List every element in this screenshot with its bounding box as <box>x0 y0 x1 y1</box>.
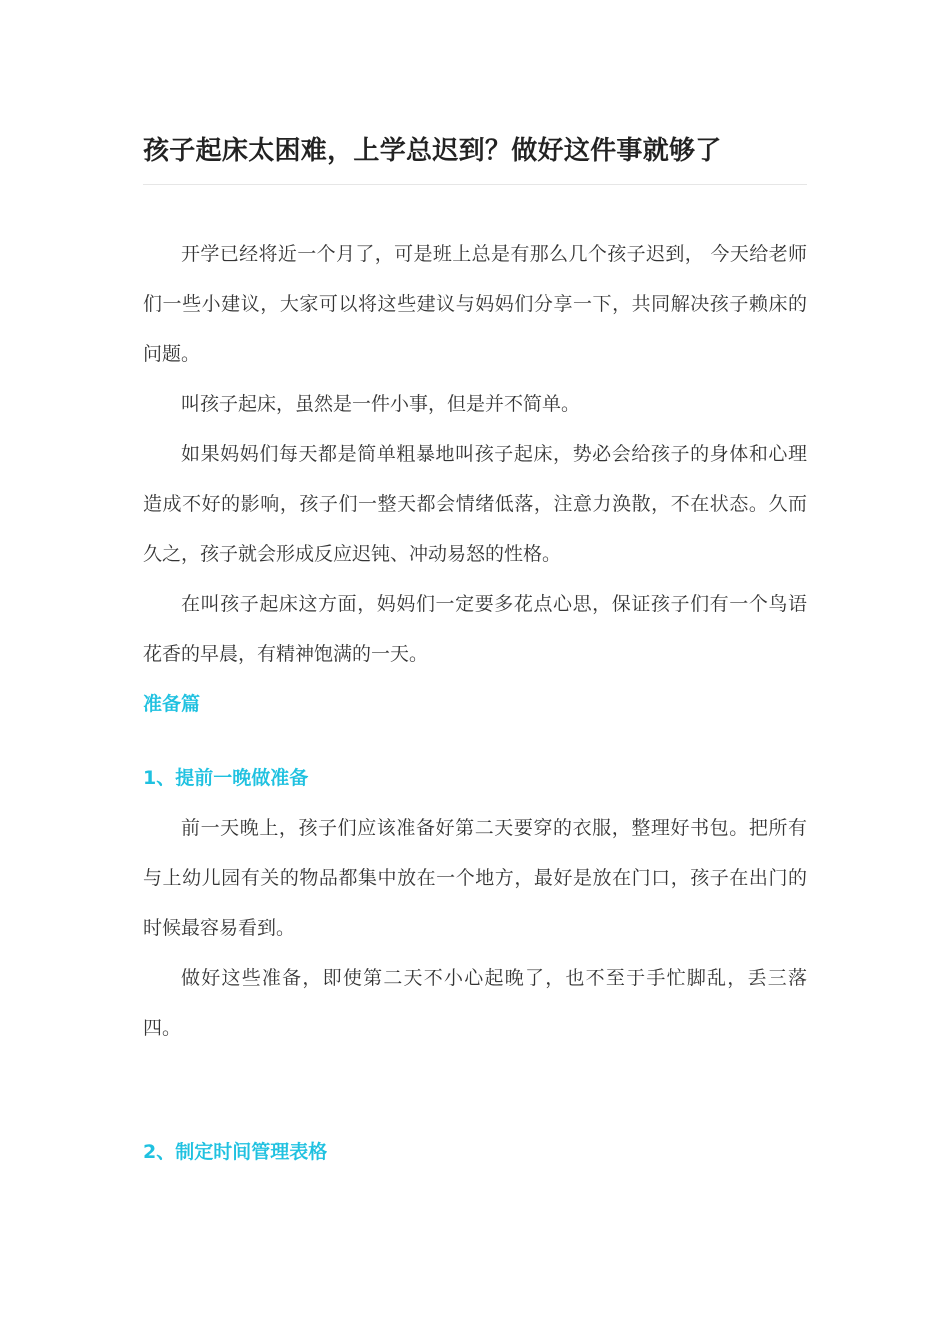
paragraph-effects: 如果妈妈们每天都是简单粗暴地叫孩子起床，势必会给孩子的身体和心理造成不好的影响，孩子们一整天都会情绪低落，注意力涣散，不在状态。久而久之，孩子就会形成反应迟钝、冲动易怒的性格。 <box>143 443 807 565</box>
section-title-preparation: 准备篇 <box>143 693 201 715</box>
item-1-paragraph-1: 前一天晚上，孩子们应该准备好第二天要穿的衣服，整理好书包。把所有与上幼儿园有关的物品都集中放在一个地方，最好是放在门口，孩子在出门的时候最容易看到。 <box>143 817 807 939</box>
spacer <box>143 1053 807 1127</box>
title-divider <box>143 184 807 185</box>
item-heading-1: 1、提前一晚做准备 <box>143 767 309 789</box>
spacer <box>143 729 807 753</box>
article-body <box>143 229 807 1177</box>
paragraph-advice: 在叫孩子起床这方面，妈妈们一定要多花点心思，保证孩子们有一个鸟语花香的早晨，有精神饱满的一天。 <box>143 593 807 665</box>
paragraph-intro: 开学已经将近一个月了，可是班上总是有那么几个孩子迟到， 今天给老师们一些小建议，大家可以将这些建议与妈妈们分享一下，共同解决孩子赖床的问题。 <box>143 243 807 365</box>
paragraph-simple-task: 叫孩子起床，虽然是一件小事，但是并不简单。 <box>181 393 581 415</box>
item-heading-2: 2、制定时间管理表格 <box>143 1141 328 1163</box>
article-title: 孩子起床太困难，上学总迟到？做好这件事就够了 <box>143 136 722 166</box>
item-1-paragraph-2: 做好这些准备，即使第二天不小心起晚了，也不至于手忙脚乱，丢三落四。 <box>143 967 807 1039</box>
